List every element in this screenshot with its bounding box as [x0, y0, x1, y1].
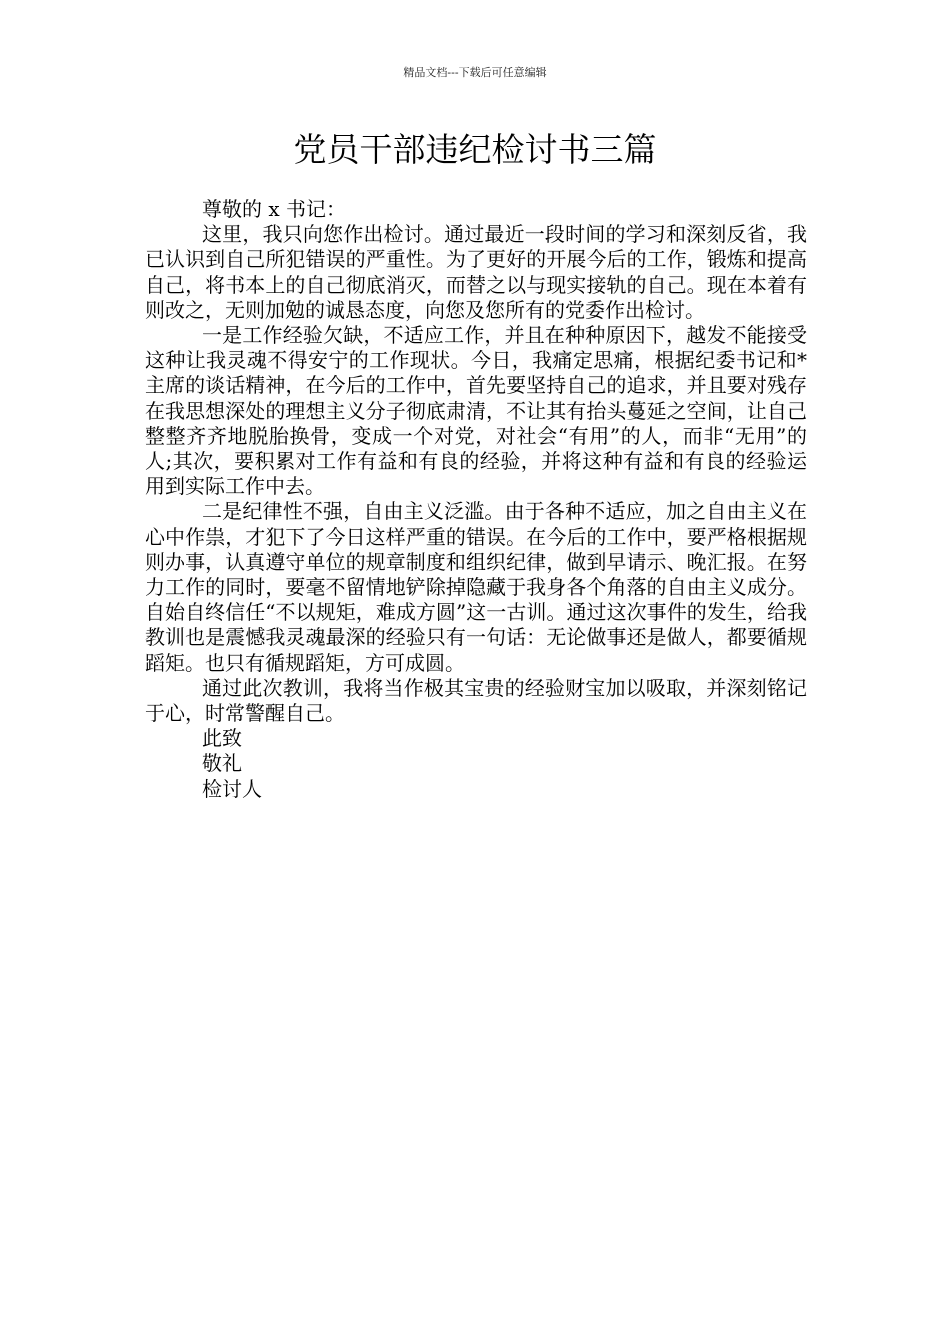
closing-line-1: 此致 — [202, 726, 242, 751]
salutation: 尊敬的 x 书记： — [202, 197, 346, 221]
document-body — [145, 197, 807, 802]
closing-line-2: 敬礼 — [202, 751, 242, 776]
body-paragraph-3: 二是纪律性不强，自由主义泛滥。由于各种不适应，加之自由主义在心中作祟，才犯下了今日这样严重的错误。在今后的工作中，要严格根据规则办事，认真遵守单位的规章制度和组织纪律，做到早请示、晚汇报。在努力工作的同时，要毫不留情地铲除掉隐藏于我身各个角落的自由主义成分。自始自终信任“不以规矩，难成方圆”这一古训。通过这次事件的发生，给我教训也是震憾我灵魂最深的经验只有一句话：无论做事还是做人，都要循规蹈矩。也只有循规蹈矩，方可成圆。 — [145, 499, 807, 675]
document-title: 党员干部违纪检讨书三篇 — [293, 130, 657, 169]
body-paragraph-1: 这里，我只向您作出检讨。通过最近一段时间的学习和深刻反省，我已认识到自己所犯错误的严重性。为了更好的开展今后的工作，锻炼和提高自己，将书本上的自己彻底消灭，而替之以与现实接轨的自己。现在本着有则改之，无则加勉的诚恳态度，向您及您所有的党委作出检讨。 — [145, 222, 807, 322]
body-paragraph-2: 一是工作经验欠缺，不适应工作，并且在种种原因下，越发不能接受这种让我灵魂不得安宁的工作现状。今日，我痛定思痛，根据纪委书记和*主席的谈话精神，在今后的工作中，首先要坚持自己的追求，并且要对残存在我思想深处的理想主义分子彻底肃清，不让其有抬头蔓延之空间，让自己整整齐齐地脱胎换骨，变成一个对党，对社会“有用”的人，而非“无用”的人;其次，要积累对工作有益和有良的经验，并将这种有益和有良的经验运用到实际工作中去。 — [145, 323, 807, 499]
page-header-note: 精品文档---下载后可任意编辑 — [403, 66, 547, 79]
signature-label: 检讨人 — [202, 776, 262, 801]
body-paragraph-4: 通过此次教训，我将当作极其宝贵的经验财宝加以吸取，并深刻铭记于心，时常警醒自己。 — [145, 675, 807, 726]
